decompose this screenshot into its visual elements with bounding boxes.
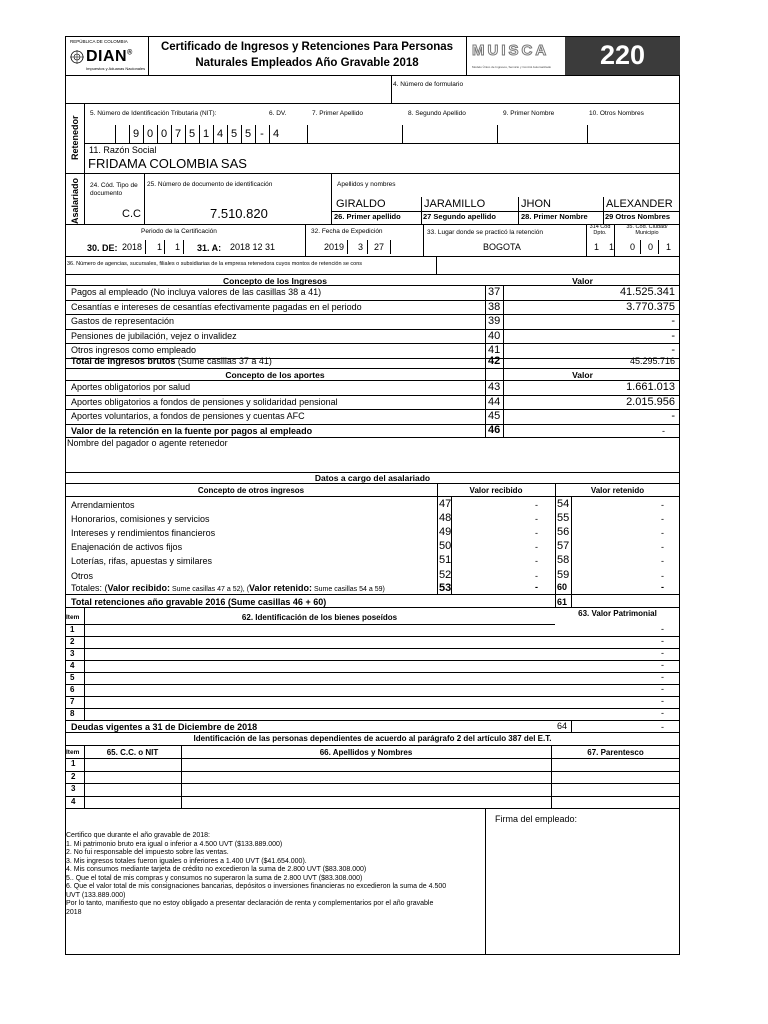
ingresos-header: Concepto de los Ingresos [223,276,327,286]
dependiente-item-number: 4 [71,796,76,806]
form-title-line1: Certificado de Ingresos y Retenciones Para Personas [160,41,454,53]
form-number: 220 [599,40,646,70]
asal-ap2: JARAMILLO [424,198,486,210]
form-number-box [565,37,680,75]
dep-cc-header: 65. C.C. o NIT [106,748,159,757]
ingreso-row-line [65,314,680,315]
dependiente-item-number: 3 [71,784,76,793]
ingreso-label: Pagos al empleado (No incluya valores de las casillas 38 a 41) [71,287,322,297]
aporte-row-line [65,395,680,396]
certifico-line: 2. No fui responsable del impuesto sobre las ventas. [66,849,229,856]
ingresos-total-label-bold: Total de ingresos brutos [71,356,176,366]
dep-names-header: 66. Apellidos y Nombres [319,748,413,757]
bien-valor: - [661,624,664,634]
periodo-de-month: 1 [157,242,163,252]
ingresos-total-label-normal: (Sume casillas 37 a 41) [175,356,272,366]
totales-part-a: Totales: ( [71,583,108,593]
dependiente-item-number: 2 [71,771,76,781]
bien-valor: - [661,672,664,682]
totales-part-c: Sume casillas 47 a 52), ( [170,586,250,593]
retenido-num: 54 [557,498,570,510]
certifico-line: Por lo tanto, manifiesto que no estoy obligado a presentar declaración de renta y complementarios por el año gravable [66,900,434,907]
otro-ingreso-label: Arrendamientos [71,500,135,510]
aportes-header: Concepto de los aportes [225,370,325,380]
lugar-label: 33. Lugar donde se practicó la retención [427,229,543,236]
ingreso-value: - [671,329,675,342]
nit-digit: 7 [174,128,182,140]
bien-item-number: 2 [70,637,75,646]
bien-item-number: 4 [70,661,75,670]
doc-number-value: 7.510.820 [210,206,268,221]
tot-retenido-value: - [661,582,664,592]
ingreso-row-line [65,343,680,344]
mun-d1: 0 [630,242,636,252]
muisca-logo [470,40,560,74]
ingreso-row-line [65,300,680,301]
dian-brand-text: DIAN [86,48,128,65]
totales-part-b: Valor recibido: [107,583,171,593]
bien-item-number: 1 [70,625,75,634]
aporte-num: 44 [488,395,501,408]
ingreso-row-line [65,329,680,330]
periodo-de-year: 2018 [122,242,143,252]
ingreso-value: - [671,344,675,356]
deudas-value: - [661,722,664,732]
total-retenciones-label: Total retenciones año gravable 2016 (Sume casillas 46 + 60) [71,597,327,607]
bien-valor: - [661,684,664,694]
certifico-line: Certifico que durante el año gravable de 2018: [66,832,210,839]
total-retenciones-num: 61 [557,597,568,607]
bienes-valor-header: 63. Valor Patrimonial [578,609,657,618]
asal-n1-label: 28. Primer Nombre [521,212,588,221]
municipio-label: 35. Cód. Ciudad/ Municipio [626,224,668,236]
aporte-num: 43 [488,381,501,393]
ret-ap1-label: 7. Primer Apellido [312,110,363,117]
certifico-line: 2018 [66,908,82,916]
recibido-num: 49 [439,526,452,539]
nit-dv: 4 [272,128,280,140]
bien-valor: - [661,708,664,718]
asal-n2: ALEXANDER [606,198,673,210]
otro-ingreso-label: Intereses y rendimientos financieros [71,528,216,539]
bienes-item-header: Item [66,614,80,621]
bien-item-number: 8 [70,709,75,718]
ingreso-value: 41.525.341 [619,286,675,298]
periodo-label: Periodo de la Certificación [141,228,217,235]
dian-brand [86,49,133,65]
aporte-label: Aportes obligatorios por salud [71,382,191,392]
nit-digit: 0 [160,128,168,140]
tot-recibido-num: 53 [439,582,452,594]
ingreso-num: 39 [488,315,501,327]
dependiente-row-line [65,783,680,784]
retenido-num: 55 [557,512,570,525]
dependiente-item-number: 1 [71,759,76,768]
totales-part-d: Valor retenido: [249,583,313,593]
otros-concepto-header: Concepto de otros ingresos [197,486,305,495]
certifico-line: 3. Mis ingresos totales fueron iguales o inferiores a 1.400 UVT ($41.654.000). [66,857,307,865]
aporte-label: Aportes obligatorios a fondos de pensiones y solidaridad pensional [71,396,338,407]
ingresos-valor-header: Valor [572,276,593,286]
ingreso-num: 37 [488,286,501,298]
bien-item-number: 5 [70,673,75,682]
asalariado-section-label: Asalariado [70,177,80,224]
retenido-value: - [661,528,664,539]
ingreso-label: Cesantías e intereses de cesantías efectivamente pagadas en el periodo [71,301,362,312]
recibido-num: 52 [439,568,452,581]
dv-label: 6. DV. [269,110,287,117]
dependientes-title: Identificación de las personas dependientes de acuerdo al parágrafo 2 del artículo 387 del E.T. [193,734,552,743]
dpto-d1: 1 [594,242,600,252]
nit-digit: 5 [188,128,196,140]
retenido-value: - [661,556,664,567]
dpto-label: 314 Cód Dpto. [589,224,611,236]
dep-parentesco-header: 67. Parentesco [587,748,644,757]
dian-brand-mark: ® [127,49,133,57]
retencion-num: 46 [488,424,501,436]
razon-social: FRIDAMA COLOMBIA SAS [88,156,247,171]
valor-recibido-header: Valor recibido [469,486,523,495]
fecha-exp-year: 2019 [324,242,345,252]
deudas-num: 64 [557,721,568,731]
names-label: Apellidos y nombres [337,181,396,188]
periodo-a-label: 31. A: [197,243,222,253]
totales-label [71,584,385,593]
totales-part-e: Sume casillas 54 a 59) [312,586,385,593]
nit-digit: 4 [216,128,224,140]
razon-social-label: 11. Razón Social [89,145,157,155]
retenido-num: 56 [557,526,570,539]
valor-retenido-header: Valor retenido [590,486,645,495]
agencias-box [436,256,680,274]
dpto-d2: 1 [609,242,615,252]
tipo-doc-value: C.C [122,208,141,220]
form-number-label: 4. Número de formulario [393,81,464,88]
bien-valor: - [661,648,664,658]
lugar-value: BOGOTA [483,242,521,252]
retenido-num: 58 [557,554,570,567]
ingresos-total-num: 42 [488,355,501,367]
ingresos-total-value: 45.295.716 [629,356,675,366]
aportes-valor-header: Valor [572,370,593,380]
muisca-wordmark: MUISCA [472,42,550,59]
asal-ap1-label: 26. Primer apellido [334,212,401,221]
nit-cell-divider [115,125,116,143]
nit-digit: 0 [146,128,154,140]
firma-label: Firma del empleado: [495,814,578,824]
retenido-value: - [661,570,664,581]
retenido-value: - [661,500,664,510]
retenido-value: - [661,542,664,553]
asal-n1: JHON [521,198,551,210]
certifico-line: 1. Mi patrimonio bruto era igual o inferior a 4.500 UVT ($133.889.000) [66,840,283,848]
bienes-header: 62. Identificación de los bienes poseídos [241,613,398,622]
ingreso-num: 38 [488,300,501,313]
doc-number-label: 25. Número de documento de identificación [147,181,273,188]
form-title-line2: Naturales Empleados Año Gravable 2018 [195,57,419,69]
retenido-num: 59 [557,568,570,581]
ret-ap2-label: 8. Segundo Apellido [408,110,466,117]
mun-d2: 0 [648,242,654,252]
retencion-label: Valor de la retención en la fuente por pagos al empleado [71,426,313,436]
dep-item-header: Item [66,749,80,756]
aporte-row-line [65,409,680,410]
deudas-label: Deudas vigentes a 31 de Diciembre de 2018 [71,722,258,732]
bien-item-number: 7 [70,697,75,706]
pagador-label: Nombre del pagador o agente retenedor [67,438,228,448]
certifico-line: 4. Mis consumos mediante tarjeta de crédito no excedieron la suma de 2.800 UVT ($83.308.000) [66,866,367,873]
nit-digit: 5 [230,128,238,140]
aporte-value: 2.015.956 [626,395,675,408]
nit-digit: 1 [202,128,210,140]
tot-recibido-value: - [535,582,538,592]
retenedor-section-label: Retenedor [70,115,80,160]
aporte-value: 1.661.013 [626,381,675,393]
ingreso-value: 3.770.375 [626,300,675,313]
tot-retenido-num: 60 [557,582,568,592]
dian-emblem-icon [70,49,84,65]
otro-ingreso-label: Otros [71,570,94,581]
certifico-line: 5.. Que el total de mis compras y consumos no superaron la suma de 2.800 UVT ($83.308.000) [66,874,363,882]
tipo-doc-label: 24. Cód. Tipo de documento [90,182,138,197]
dependiente-row-line [65,796,680,797]
periodo-a-value: 2018 12 31 [230,242,276,252]
nit-digit: 5 [244,128,252,140]
ret-n1-label: 9. Primer Nombre [503,110,555,117]
ingreso-label: Otros ingresos como empleado [71,345,197,355]
ingreso-value: - [671,315,675,327]
otro-ingreso-label: Honorarios, comisiones y servicios [71,514,210,525]
bien-item-number: 3 [70,649,75,658]
bien-valor: - [661,636,664,646]
nit-label: 5. Número de Identificación Tributaria (NIT): [90,110,217,117]
muisca-subtitle: Modelo Único de Ingresos, Servicio y Control Automatizado [472,65,552,69]
recibido-num: 47 [439,498,452,510]
certifico-line: UVT (133.889.000) [66,891,126,899]
fecha-exp-month: 3 [358,242,364,252]
dian-subtitle: Impuestos y Aduanas Nacionales [86,66,146,71]
recibido-value: - [535,556,538,567]
certifico-line: 6. Que el valor total de mis consignaciones bancarias, depósitos o inversiones financieras no excedieron la suma de 4.500 [66,883,447,890]
otro-ingreso-label: Loterías, rifas, apuestas y similares [71,556,213,567]
dependiente-row-line [65,771,680,772]
recibido-num: 51 [439,554,452,567]
fecha-exp-label: 32. Fecha de Expedición [311,228,383,235]
datos-header: Datos a cargo del asalariado [314,473,431,483]
ingreso-num: 41 [488,344,501,356]
agencias-label: 36. Número de agencias, sucursales, filiales o subsidiarias de la empresa retenedora cuyos montos de retención se cons [67,261,363,267]
asal-ap2-label: 27 Segundo apellido [423,212,496,221]
bien-valor: - [661,660,664,670]
periodo-de-label: 30. DE: [87,243,118,253]
ingreso-label: Gastos de representación [71,316,175,326]
ingreso-label: Pensiones de jubilación, vejez o invalidez [71,330,237,341]
aporte-num: 45 [488,410,501,422]
fecha-exp-day: 27 [374,242,385,252]
recibido-value: - [535,528,538,539]
recibido-num: 48 [439,512,452,525]
nit-digit: 9 [132,128,140,140]
retencion-value: - [662,426,665,436]
ingresos-total-label [71,357,272,366]
ret-n2-label: 10. Otros Nombres [589,110,644,117]
recibido-value: - [535,542,538,553]
aporte-row-line [65,424,680,425]
recibido-value: - [535,514,538,525]
dian-country: REPÚBLICA DE COLOMBIA [70,39,128,44]
dian-logo [66,37,148,75]
ingreso-num: 40 [488,329,501,342]
periodo-de-day: 1 [175,242,181,252]
aporte-value: - [671,410,675,422]
bien-item-number: 6 [70,685,75,694]
recibido-num: 50 [439,540,452,553]
bien-valor: - [661,696,664,706]
mun-d3: 1 [666,242,672,252]
asal-n2-label: 29 Otros Nombres [605,212,671,221]
recibido-value: - [535,500,538,510]
otro-ingreso-label: Enajenación de activos fijos [71,542,183,553]
recibido-value: - [535,570,538,581]
asal-ap1: GIRALDO [336,198,386,210]
retenido-value: - [661,514,664,525]
certifico-block [66,832,484,917]
retenido-num: 57 [557,540,570,553]
aporte-label: Aportes voluntarios, a fondos de pensiones y cuentas AFC [71,411,305,421]
nit-dash: - [260,128,264,140]
